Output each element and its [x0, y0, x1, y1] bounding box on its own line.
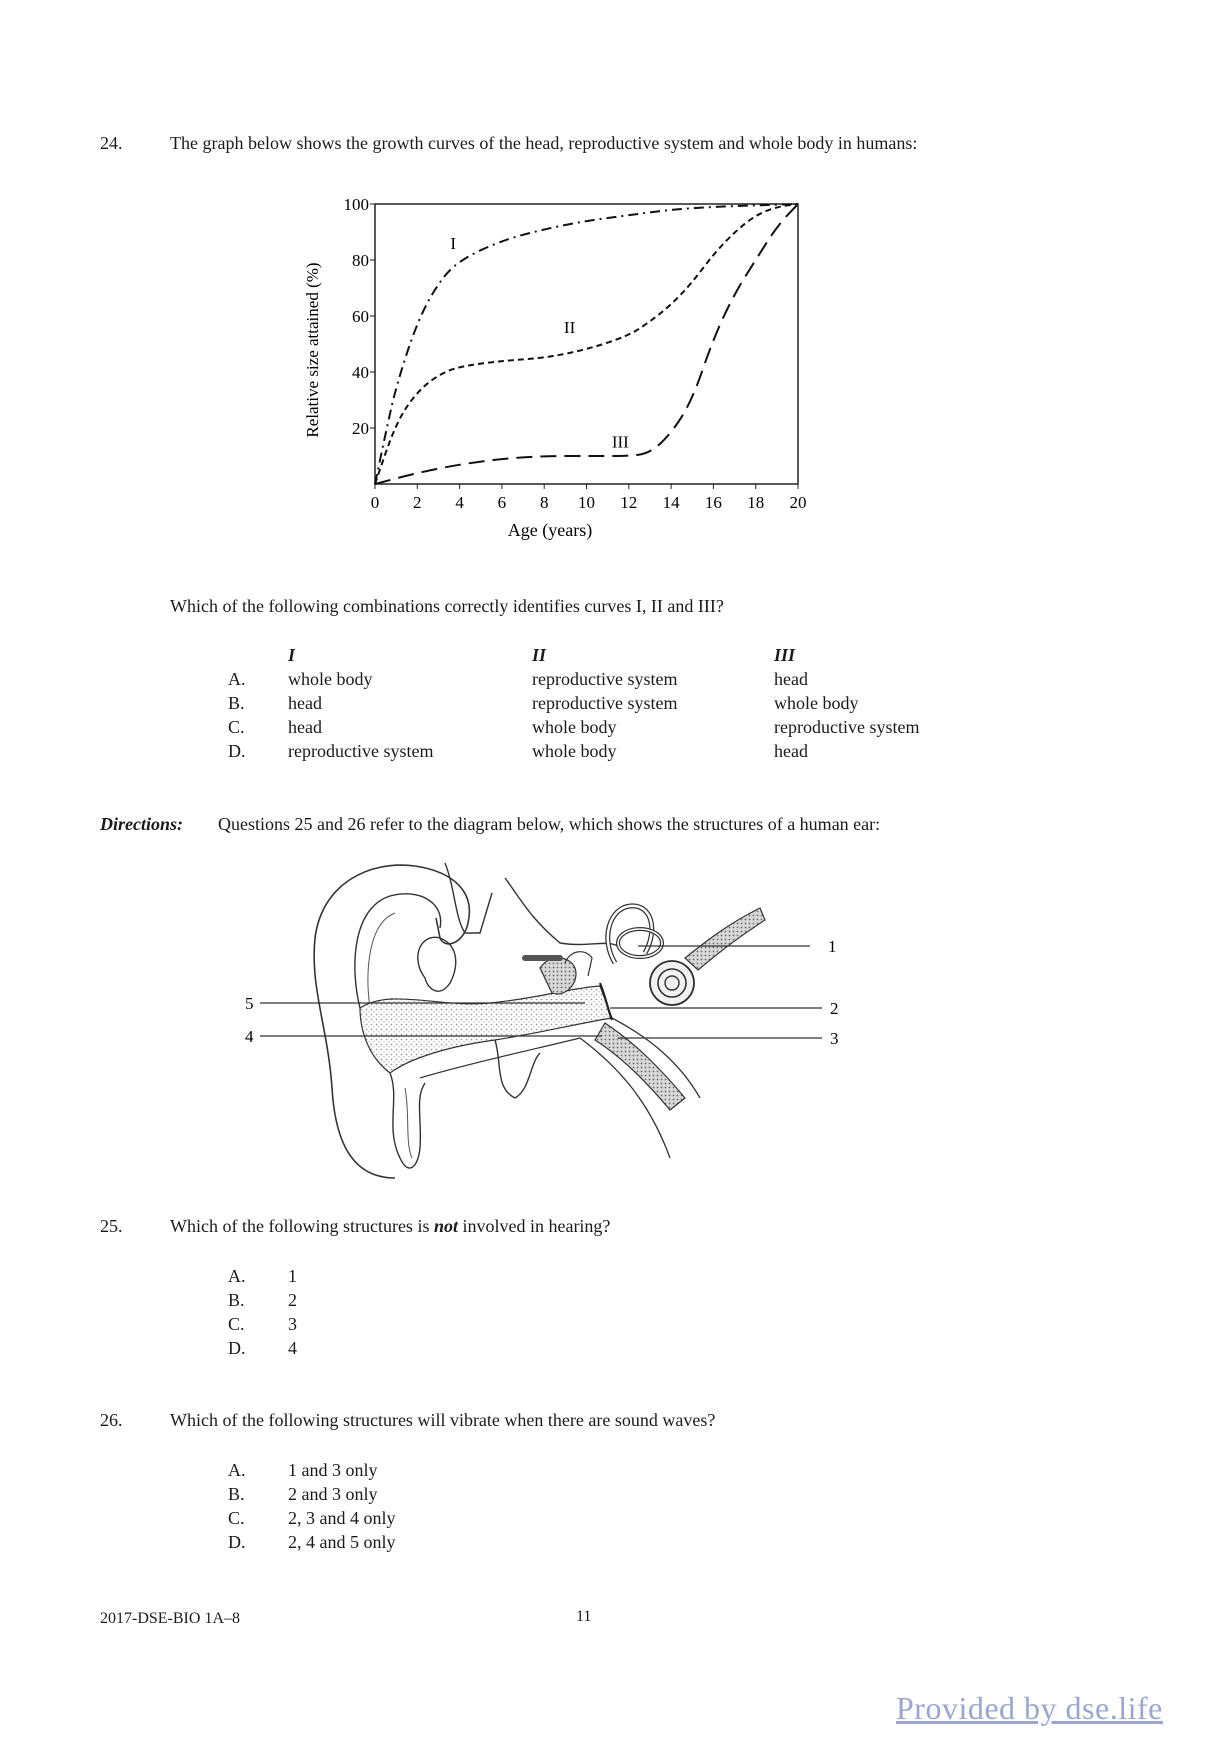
curve-label-ii: II [563, 317, 576, 337]
option-cell-iii: whole body [774, 693, 859, 713]
option-cell-iii: head [774, 669, 808, 689]
question-number-26: 26. [100, 1410, 123, 1430]
y-axis-label: Relative size attained (%) [303, 262, 322, 438]
ear-label-4: 4 [245, 1027, 254, 1046]
option-letter: A. [228, 1460, 246, 1480]
paper-code: 2017-DSE-BIO 1A–8 [100, 1610, 240, 1627]
option-cell-i: whole body [288, 669, 373, 689]
option-cell-ii: reproductive system [532, 693, 678, 713]
question-number-25: 25. [100, 1216, 123, 1236]
eustachian-tube [595, 1023, 685, 1110]
option-cell-iii: reproductive system [774, 717, 920, 737]
option-text: 3 [288, 1314, 297, 1334]
series-line-iii [375, 204, 798, 484]
y-tick-label: 40 [352, 363, 369, 382]
y-tick-label: 60 [352, 307, 369, 326]
curve-label-i: I [450, 233, 457, 253]
option-cell-i: reproductive system [288, 741, 434, 761]
ear-label-5: 5 [245, 994, 254, 1013]
option-cell-ii: reproductive system [532, 669, 678, 689]
x-tick-label: 6 [497, 493, 507, 512]
option-letter: D. [228, 1532, 246, 1552]
cochlea [650, 961, 694, 1005]
auditory-nerve [685, 908, 765, 970]
question-26-stem: Which of the following structures will vibrate when there are sound waves? [170, 1410, 716, 1430]
growth-curve-chart [290, 190, 830, 550]
question-25-stem [170, 1214, 610, 1238]
x-tick-label: 10 [578, 493, 595, 512]
column-header-i: I [288, 645, 296, 665]
x-tick-label: 4 [455, 493, 464, 512]
ear-label-2: 2 [830, 999, 839, 1018]
x-axis-label: Age (years) [507, 520, 593, 540]
series-line-i [375, 204, 798, 484]
option-letter: B. [228, 693, 245, 713]
option-letter: B. [228, 1484, 245, 1504]
option-letter: A. [228, 1266, 246, 1286]
option-letter: D. [228, 1338, 246, 1358]
y-tick-label: 20 [352, 419, 369, 438]
stem-emphasis: not [433, 1216, 458, 1236]
directions-text: Questions 25 and 26 refer to the diagram below, which shows the structures of a human ear: [218, 814, 881, 834]
option-cell-i: head [288, 693, 322, 713]
x-tick-label: 16 [704, 493, 722, 512]
x-tick-label: 12 [620, 493, 638, 512]
series-line-ii [375, 204, 798, 484]
option-text: 2, 3 and 4 only [288, 1508, 396, 1528]
question-number-24: 24. [100, 133, 123, 153]
option-cell-iii: head [774, 741, 808, 761]
x-tick-label: 14 [662, 493, 680, 512]
x-tick-label: 0 [370, 493, 380, 512]
x-tick-label: 18 [747, 493, 765, 512]
page-number: 11 [576, 1608, 592, 1625]
x-tick-label: 20 [789, 493, 807, 512]
y-tick-label: 100 [343, 195, 369, 214]
option-text: 1 [288, 1266, 297, 1286]
option-text: 2 and 3 only [288, 1484, 378, 1504]
option-text: 2 [288, 1290, 297, 1310]
curve-label-iii: III [611, 432, 629, 452]
option-letter: C. [228, 1508, 245, 1528]
column-header-iii: III [774, 645, 796, 665]
x-tick-label: 2 [413, 493, 422, 512]
column-header-ii: II [532, 645, 547, 665]
option-letter: C. [228, 1314, 245, 1334]
option-cell-ii: whole body [532, 741, 617, 761]
option-letter: A. [228, 669, 246, 689]
option-letter: D. [228, 741, 246, 761]
question-24-prompt: Which of the following combinations correctly identifies curves I, II and III? [170, 596, 724, 616]
option-text: 2, 4 and 5 only [288, 1532, 396, 1552]
option-cell-i: head [288, 717, 322, 737]
question-24-stem: The graph below shows the growth curves of the head, reproductive system and whole body in humans: [170, 133, 918, 153]
ear-label-1: 1 [828, 937, 837, 956]
y-tick-label: 80 [352, 251, 369, 270]
stem-part: involved in hearing? [457, 1216, 611, 1236]
stem-part: Which of the following structures is [170, 1216, 434, 1236]
option-cell-ii: whole body [532, 717, 617, 737]
ossicles [540, 958, 576, 994]
ear-label-3: 3 [830, 1029, 839, 1048]
plot-frame [375, 204, 798, 484]
x-tick-label: 8 [539, 493, 549, 512]
option-text: 1 and 3 only [288, 1460, 378, 1480]
directions-label [100, 812, 183, 836]
option-text: 4 [288, 1338, 297, 1358]
directions-label-text: Directions: [100, 814, 183, 834]
option-letter: C. [228, 717, 245, 737]
option-letter: B. [228, 1290, 245, 1310]
watermark-link[interactable]: Provided by dse.life [896, 1690, 1163, 1726]
ear-diagram [240, 858, 960, 1188]
